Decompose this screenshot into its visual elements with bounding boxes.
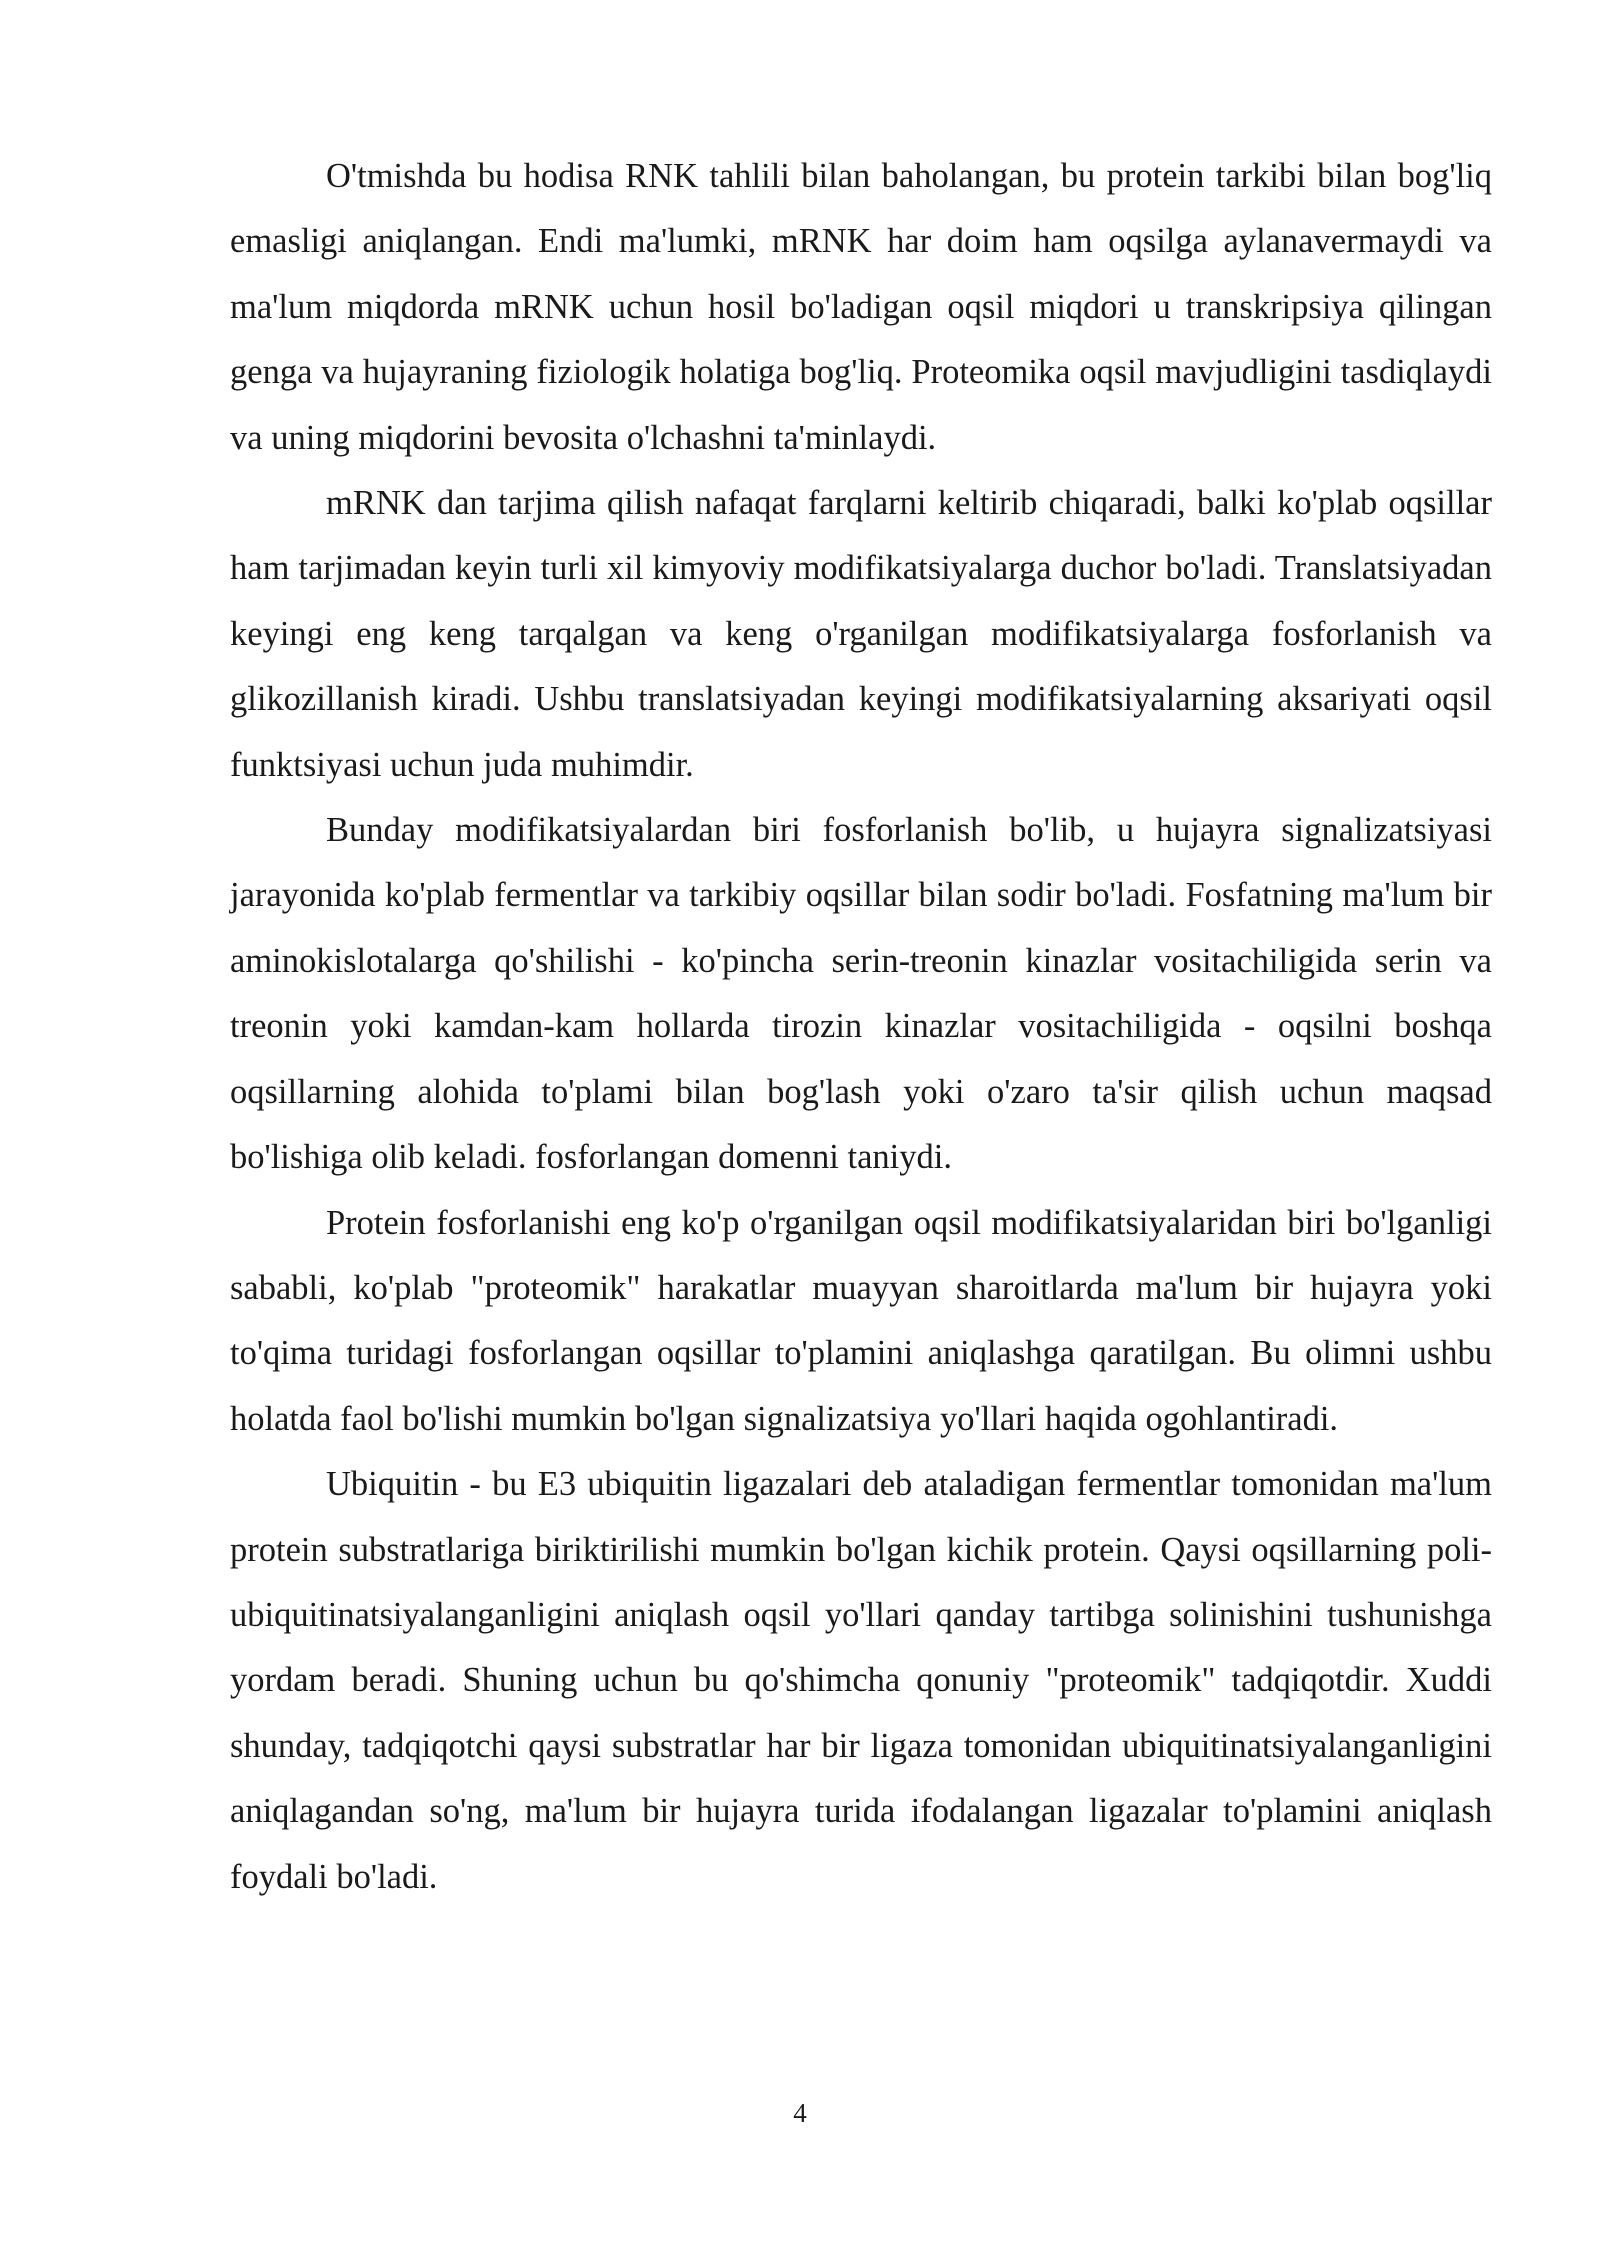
paragraph-phosphorylation: Bunday modifikatsiyalardan biri fosforlanish bo'lib, u hujayra signalizatsiyasi jarayonida ko'plab fermentlar va tarkibiy oqsillar bilan sodir bo'ladi. Fosfatning ma'lum bir aminokislotalarga qo'shilishi - ko'pincha serin-treonin kinazlar vositachiligida serin va treonin yoki kamdan-kam hollarda tirozin kinazlar vositachiligida - oqsilni boshqa oqsillarning alohida to'plami bilan bog'lash yoki o'zaro ta'sir qilish uchun maqsad bo'lishiga olib keladi. fosforlangan domenni taniydi.	[230, 811, 1492, 1177]
paragraph-translation-modifications: mRNK dan tarjima qilish nafaqat farqlarni keltirib chiqaradi, balki ko'plab oqsillar ham tarjimadan keyin turli xil kimyoviy modifikatsiyalarga duchor bo'ladi. Translatsiyadan keyingi eng keng tarqalgan va keng o'rganilgan modifikatsiyalarga fosforlanish va glikozillanish kiradi. Ushbu translatsiyadan keyingi modifikatsiyalarning aksariyati oqsil funktsiyasi uchun juda muhimdir.	[230, 484, 1492, 784]
document-body	[230, 144, 1492, 1910]
paragraph-rna-analysis: O'tmishda bu hodisa RNK tahlili bilan baholangan, bu protein tarkibi bilan bog'liq emasligi aniqlangan. Endi ma'lumki, mRNK har doim ham oqsilga aylanavermaydi va ma'lum miqdorda mRNK uchun hosil bo'ladigan oqsil miqdori u transkripsiya qilingan genga va hujayraning fiziologik holatiga bog'liq. Proteomika oqsil mavjudligini tasdiqlaydi va uning miqdorini bevosita o'lchashni ta'minlaydi.	[230, 157, 1492, 457]
paragraph-ubiquitin: Ubiquitin - bu E3 ubiquitin ligazalari deb ataladigan fermentlar tomonidan ma'lum protein substratlariga biriktirilishi mumkin bo'lgan kichik protein. Qaysi oqsillarning poli-ubiquitinatsiyalanganligini aniqlash oqsil yo'llari qanday tartibga solinishini tushunishga yordam beradi. Shuning uchun bu qo'shimcha qonuniy "proteomik" tadqiqotdir. Xuddi shunday, tadqiqotchi qaysi substratlar har bir ligaza tomonidan ubiquitinatsiyalanganligini aniqlagandan so'ng, ma'lum bir hujayra turida ifodalangan ligazalar to'plamini aniqlash foydali bo'ladi.	[230, 1465, 1492, 1896]
paragraph-protein-phosphorylation: Protein fosforlanishi eng ko'p o'rganilgan oqsil modifikatsiyalaridan biri bo'lganligi sababli, ko'plab "proteomik" harakatlar muayyan sharoitlarda ma'lum bir hujayra yoki to'qima turidagi fosforlangan oqsillar to'plamini aniqlashga qaratilgan. Bu olimni ushbu holatda faol bo'lishi mumkin bo'lgan signalizatsiya yo'llari haqida ogohlantiradi.	[230, 1203, 1492, 1438]
page-number: 4	[793, 2098, 807, 2128]
